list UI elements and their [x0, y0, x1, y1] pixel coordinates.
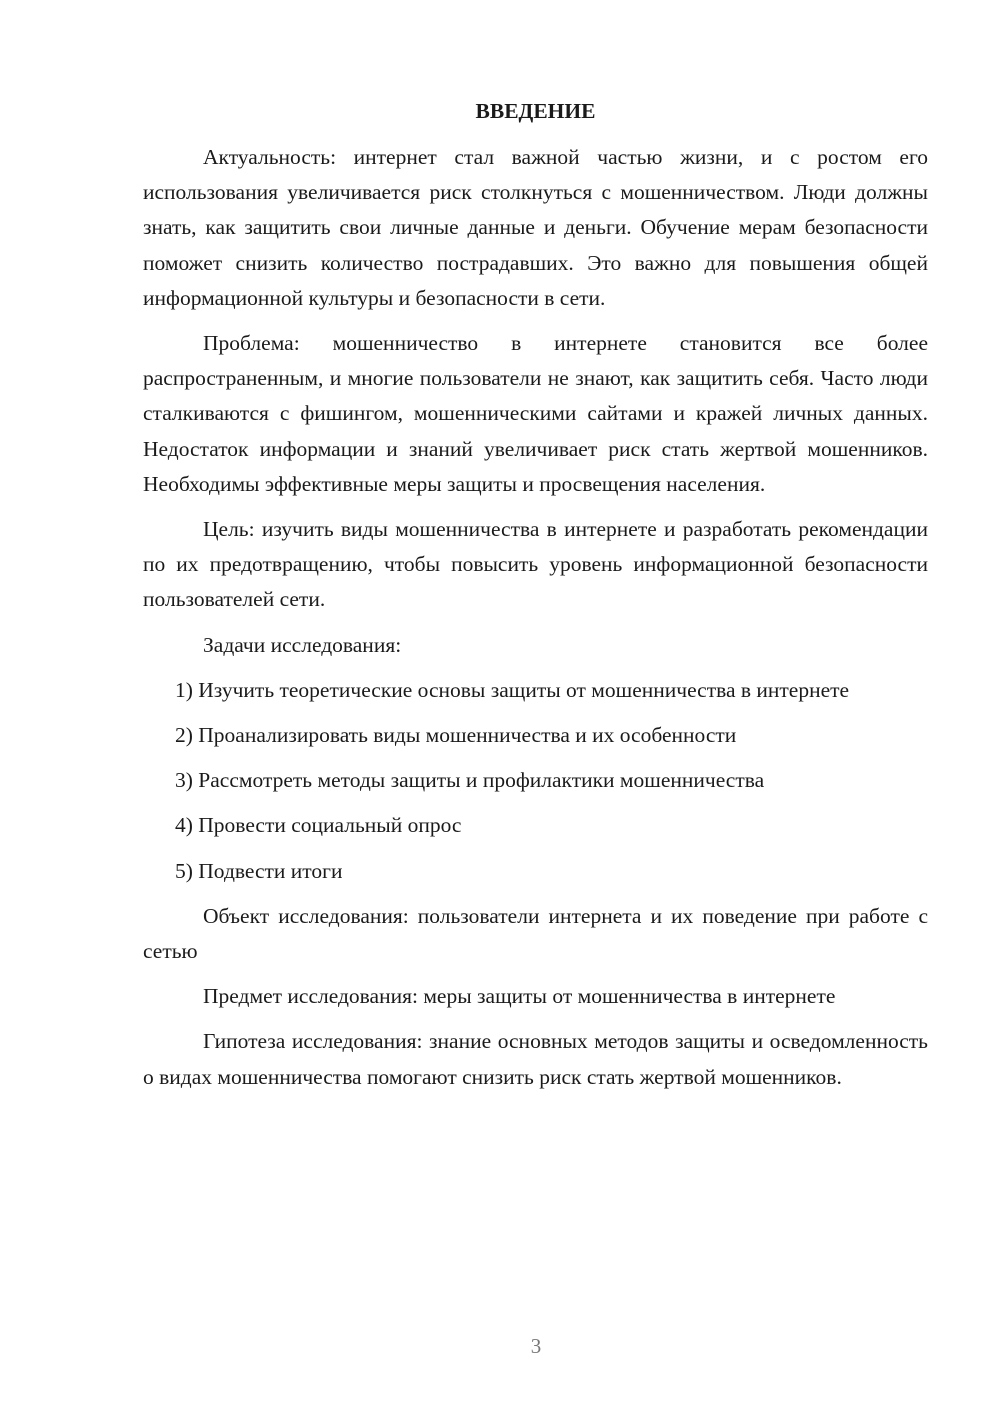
task-item-2: 2) Проанализировать виды мошенничества и их особенности	[175, 723, 737, 748]
page-number: 3	[530, 1334, 542, 1358]
paragraph-object: Объект исследования: пользователи интернета и их поведение при работе с сетью	[143, 903, 928, 964]
paragraph-problem: Проблема: мошенничество в интернете становится все более распространенным, и многие пользователи не знают, как защитить себя. Часто люди сталкиваются с фишингом, мошенническими сайтами и кражей личных данных. Недостаток информации и знаний увеличивает риск стать жертвой мошенников. Необходимы эффективные меры защиты и просвещения населения.	[143, 331, 928, 496]
task-item-3: 3) Рассмотреть методы защиты и профилактики мошенничества	[175, 768, 765, 793]
document-page	[143, 96, 928, 1105]
task-item-5: 5) Подвести итоги	[175, 858, 343, 883]
paragraph-relevance: Актуальность: интернет стал важной частью жизни, и с ростом его использования увеличивается риск столкнуться с мошенничеством. Люди должны знать, как защитить свои личные данные и деньги. Обучение мерам безопасности поможет снизить количество пострадавших. Это важно для повышения общей информационной культуры и безопасности в сети.	[143, 145, 928, 310]
paragraph-hypothesis: Гипотеза исследования: знание основных методов защиты и осведомленность о видах мошенничества помогают снизить риск стать жертвой мошенников.	[143, 1029, 928, 1089]
paragraph-subject: Предмет исследования: меры защиты от мошенничества в интернете	[203, 984, 836, 1009]
section-heading: ВВЕДЕНИЕ	[475, 99, 596, 123]
task-item-1: 1) Изучить теоретические основы защиты от мошенничества в интернете	[175, 677, 850, 702]
paragraph-tasks-intro: Задачи исследования:	[203, 632, 402, 657]
task-item-4: 4) Провести социальный опрос	[175, 813, 462, 838]
paragraph-goal: Цель: изучить виды мошенничества в интернете и разработать рекомендации по их предотвращению, чтобы повысить уровень информационной безопасности пользователей сети.	[143, 517, 928, 612]
